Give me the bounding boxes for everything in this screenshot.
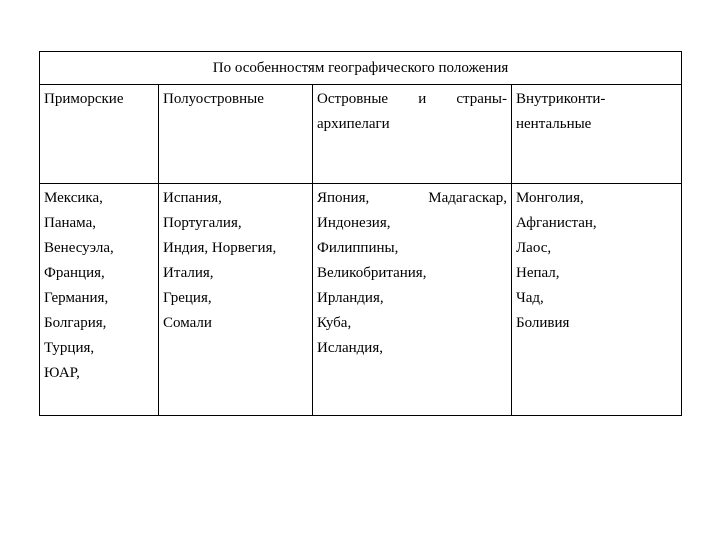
island-countries-cell [313,184,512,416]
landlocked-countries-cell [512,184,682,416]
list-item: Монголия, [516,190,584,206]
list-item: Япония, Мадагаскар, [317,190,507,206]
list-item: Индонезия, [317,215,391,231]
list-item: Венесуэла, [44,240,114,256]
list-item: ЮАР, [44,365,80,381]
list-item: Афганистан, [516,215,597,231]
list-item: Ирландия, [317,290,384,306]
list-item: Индия, Норвегия, [163,240,277,256]
list-item: Германия, [44,290,109,306]
list-item: Мексика, [44,190,103,206]
geography-table [39,51,682,416]
list-item: Великобритания, [317,265,427,281]
list-item: Боливия [516,315,570,331]
header-landlocked [512,85,682,184]
header-peninsular: Полуостровные [159,85,313,184]
header-landlocked-line-1: Внутриконти- [516,91,606,107]
header-island-line-1: Островные и страны- [317,91,507,107]
list-item: Португалия, [163,215,242,231]
list-item: Чад, [516,290,544,306]
coastal-countries-cell [40,184,159,416]
table-title: По особенностям географического положения [40,52,682,85]
header-island [313,85,512,184]
header-island-line-2: архипелаги [317,116,390,132]
list-item: Панама, [44,215,96,231]
list-item: Исландия, [317,340,383,356]
list-item: Болгария, [44,315,107,331]
list-item: Турция, [44,340,95,356]
list-item: Непал, [516,265,560,281]
list-item: Греция, [163,290,212,306]
list-item: Испания, [163,190,222,206]
header-coastal: Приморские [40,85,159,184]
list-item: Куба, [317,315,352,331]
list-item: Лаос, [516,240,552,256]
list-item: Франция, [44,265,105,281]
list-item: Италия, [163,265,214,281]
header-landlocked-line-2: нентальные [516,116,592,132]
list-item: Сомали [163,315,212,331]
list-item: Филиппины, [317,240,399,256]
peninsular-countries-cell [159,184,313,416]
